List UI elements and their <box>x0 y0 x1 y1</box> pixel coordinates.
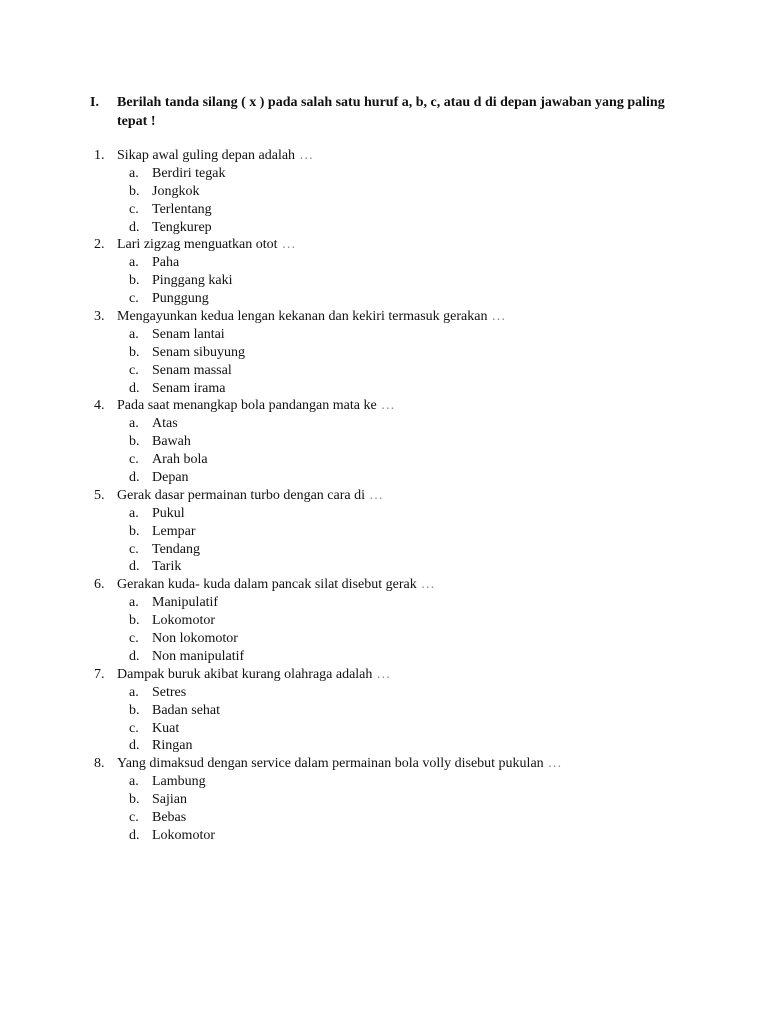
option-letter: c. <box>129 452 139 468</box>
option-letter: c. <box>129 201 139 217</box>
answer-option <box>90 720 730 738</box>
answer-option <box>90 254 730 272</box>
question-number: 1. <box>94 148 105 163</box>
answer-option <box>90 362 730 380</box>
option-letter: b. <box>129 273 140 289</box>
answer-option <box>90 702 730 720</box>
question-item <box>90 576 730 594</box>
option-text: Non manipulatif <box>152 648 245 664</box>
option-letter: c. <box>129 291 139 307</box>
answer-option <box>90 326 730 344</box>
answer-option <box>90 827 730 845</box>
question-text: Pada saat menangkap bola pandangan mata ke … <box>117 398 395 414</box>
option-letter: a. <box>129 326 139 342</box>
answer-option <box>90 380 730 398</box>
option-text: Berdiri tegak <box>152 165 226 181</box>
option-letter: a. <box>129 774 139 790</box>
question-item <box>90 755 730 773</box>
answer-option <box>90 773 730 791</box>
question-text: Lari zigzag menguatkan otot … <box>117 237 296 253</box>
answer-option <box>90 451 730 469</box>
option-letter: d. <box>129 738 140 754</box>
question-text: Gerakan kuda- kuda dalam pancak silat disebut gerak … <box>117 577 435 593</box>
question-number: 2. <box>94 237 105 253</box>
answer-option <box>90 684 730 702</box>
answer-option <box>90 290 730 308</box>
option-text: Tendang <box>152 541 201 557</box>
question-number: 8. <box>94 756 105 772</box>
option-letter: b. <box>129 702 140 718</box>
option-letter: c. <box>129 541 139 557</box>
option-letter: a. <box>129 255 139 271</box>
answer-option <box>90 809 730 827</box>
answer-option <box>90 183 730 201</box>
option-text: Senam lantai <box>152 326 225 342</box>
answer-option <box>90 272 730 290</box>
option-letter: d. <box>129 559 140 575</box>
option-text: Jongkok <box>152 183 200 199</box>
option-letter: b. <box>129 613 140 629</box>
section-numeral: I. <box>90 95 99 110</box>
option-letter: a. <box>129 505 139 521</box>
answer-option <box>90 415 730 433</box>
question-number: 6. <box>94 577 105 593</box>
answer-option <box>90 165 730 183</box>
option-letter: d. <box>129 827 140 843</box>
question-ellipsis: … <box>369 487 383 503</box>
question-ellipsis: … <box>420 577 435 593</box>
question-item <box>90 487 730 505</box>
option-text: Pinggang kaki <box>152 273 233 289</box>
option-text: Manipulatif <box>152 595 219 611</box>
answer-option <box>90 201 730 219</box>
option-text: Sajian <box>152 792 187 808</box>
option-text: Pukul <box>152 505 185 521</box>
answer-option <box>90 791 730 809</box>
answer-option <box>90 541 730 559</box>
option-letter: d. <box>129 219 140 235</box>
question-number: 5. <box>94 487 105 503</box>
question-number: 4. <box>94 398 105 414</box>
question-text: Sikap awal guling depan adalah … <box>117 148 314 163</box>
option-letter: b. <box>129 183 140 199</box>
instruction-heading <box>90 93 690 131</box>
option-text: Ringan <box>152 738 193 754</box>
option-text: Senam massal <box>152 362 232 378</box>
option-letter: b. <box>129 523 140 539</box>
question-item <box>90 397 730 415</box>
question-text: Yang dimaksud dengan service dalam permainan bola volly disebut pukulan … <box>117 756 562 772</box>
option-text: Atas <box>152 416 178 432</box>
option-letter: a. <box>129 595 139 611</box>
answer-option <box>90 433 730 451</box>
option-letter: d. <box>129 470 140 486</box>
option-letter: c. <box>129 809 139 825</box>
question-item <box>90 147 730 165</box>
option-text: Senam sibuyung <box>152 344 245 360</box>
option-text: Badan sehat <box>152 702 221 718</box>
option-text: Lempar <box>152 523 196 539</box>
option-text: Lokomotor <box>152 827 215 843</box>
answer-option <box>90 523 730 541</box>
option-letter: a. <box>129 165 139 181</box>
question-ellipsis: … <box>281 237 296 253</box>
option-letter: b. <box>129 792 140 808</box>
question-number: 3. <box>94 309 105 325</box>
option-letter: d. <box>129 648 140 664</box>
question-item <box>90 236 730 254</box>
option-text: Terlentang <box>152 201 212 217</box>
question-item <box>90 308 730 326</box>
question-list <box>90 147 730 845</box>
option-letter: c. <box>129 362 139 378</box>
answer-option <box>90 594 730 612</box>
question-text: Dampak buruk akibat kurang olahraga adalah … <box>117 666 391 682</box>
option-text: Senam irama <box>152 380 226 396</box>
answer-option <box>90 344 730 362</box>
question-ellipsis: … <box>299 148 314 163</box>
option-letter: d. <box>129 380 140 396</box>
question-text: Mengayunkan kedua lengan kekanan dan kekiri termasuk gerakan … <box>117 309 506 325</box>
answer-option <box>90 505 730 523</box>
option-text: Setres <box>152 684 187 700</box>
question-ellipsis: … <box>376 666 391 682</box>
answer-option <box>90 219 730 237</box>
option-text: Paha <box>152 255 180 271</box>
answer-option <box>90 630 730 648</box>
answer-option <box>90 612 730 630</box>
option-text: Punggung <box>152 291 209 307</box>
option-text: Arah bola <box>152 452 208 468</box>
option-text: Non lokomotor <box>152 631 238 647</box>
option-text: Lokomotor <box>152 613 215 629</box>
option-text: Tengkurep <box>152 219 212 235</box>
question-text: Gerak dasar permainan turbo dengan cara di … <box>117 487 383 503</box>
option-text: Lambung <box>152 774 206 790</box>
answer-option <box>90 648 730 666</box>
option-letter: a. <box>129 684 139 700</box>
option-text: Depan <box>152 470 189 486</box>
instruction-text: Berilah tanda silang ( x ) pada salah satu huruf a, b, c, atau d di depan jawaban yang paling tepat ! <box>117 95 665 129</box>
question-number: 7. <box>94 666 105 682</box>
answer-option <box>90 737 730 755</box>
question-ellipsis: … <box>491 309 506 325</box>
option-text: Tarik <box>152 559 182 575</box>
option-letter: c. <box>129 631 139 647</box>
option-text: Bawah <box>152 434 191 450</box>
option-letter: c. <box>129 720 139 736</box>
option-text: Bebas <box>152 809 187 825</box>
option-text: Kuat <box>152 720 180 736</box>
question-ellipsis: … <box>380 398 395 414</box>
answer-option <box>90 558 730 576</box>
option-letter: b. <box>129 434 140 450</box>
question-item <box>90 666 730 684</box>
answer-option <box>90 469 730 487</box>
option-letter: b. <box>129 344 140 360</box>
option-letter: a. <box>129 416 139 432</box>
question-ellipsis: … <box>547 756 562 772</box>
